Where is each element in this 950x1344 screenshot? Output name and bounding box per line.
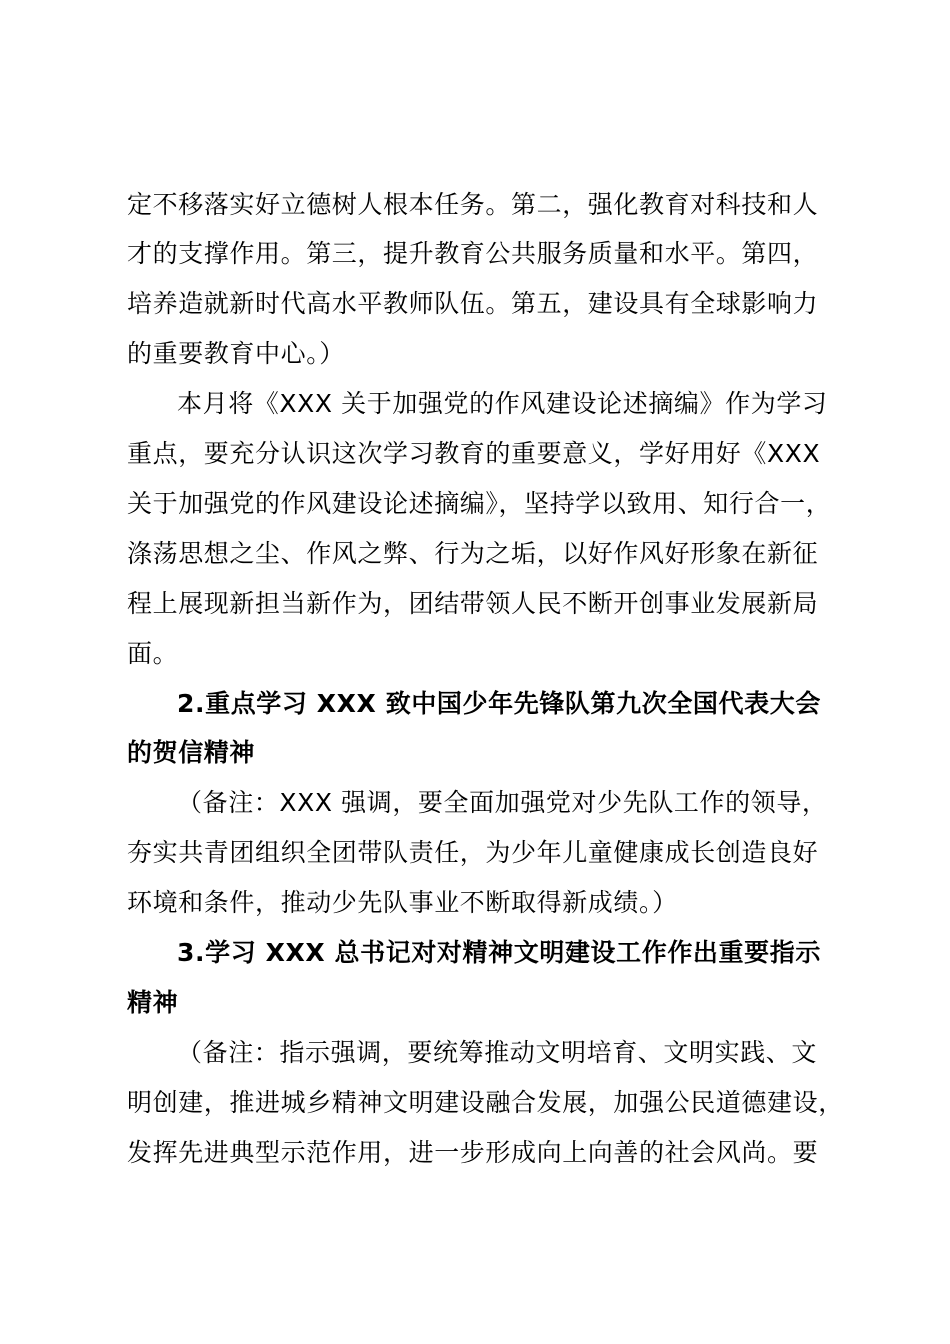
body-text-line: 发挥先进典型示范作用，进一步形成向上向善的社会风尚。要: [127, 1138, 819, 1167]
section-heading: 精神: [127, 988, 179, 1017]
body-text-line: 明创建，推进城乡精神文明建设融合发展，加强公民道德建设，: [127, 1088, 844, 1117]
paragraph-first-line: （备注：指示强调，要统筹推动文明培育、文明实践、文: [177, 1038, 818, 1067]
body-text-line: 定不移落实好立德树人根本任务。第二，强化教育对科技和人: [127, 190, 819, 219]
body-text-line: 重点，要充分认识这次学习教育的重要意义，学好用好《XXX: [127, 439, 821, 468]
body-text-line: 涤荡思想之尘、作风之弊、行为之垢，以好作风好形象在新征: [127, 539, 819, 568]
body-text-line: 面。: [127, 639, 179, 668]
body-text-line: 才的支撑作用。第三，提升教育公共服务质量和水平。第四，: [127, 239, 819, 268]
section-heading: 2.重点学习 XXX 致中国少年先锋队第九次全国代表大会: [177, 689, 821, 718]
body-text-line: 夯实共青团组织全团带队责任，为少年儿童健康成长创造良好: [127, 838, 819, 867]
section-heading: 的贺信精神: [127, 738, 256, 767]
section-heading: 3.学习 XXX 总书记对对精神文明建设工作作出重要指示: [177, 938, 821, 967]
body-text-line: 关于加强党的作风建设论述摘编》，坚持学以致用、知行合一，: [127, 489, 832, 518]
paragraph-first-line: （备注：XXX 强调，要全面加强党对少先队工作的领导，: [177, 788, 828, 817]
paragraph-first-line: 本月将《XXX 关于加强党的作风建设论述摘编》作为学习: [177, 389, 828, 418]
body-text-line: 培养造就新时代高水平教师队伍。第五，建设具有全球影响力: [127, 289, 819, 318]
body-text-line: 环境和条件，推动少先队事业不断取得新成绩。）: [127, 888, 678, 917]
body-text-line: 的重要教育中心。）: [127, 339, 345, 368]
body-text-line: 程上展现新担当新作为，团结带领人民不断开创事业发展新局: [127, 589, 819, 618]
